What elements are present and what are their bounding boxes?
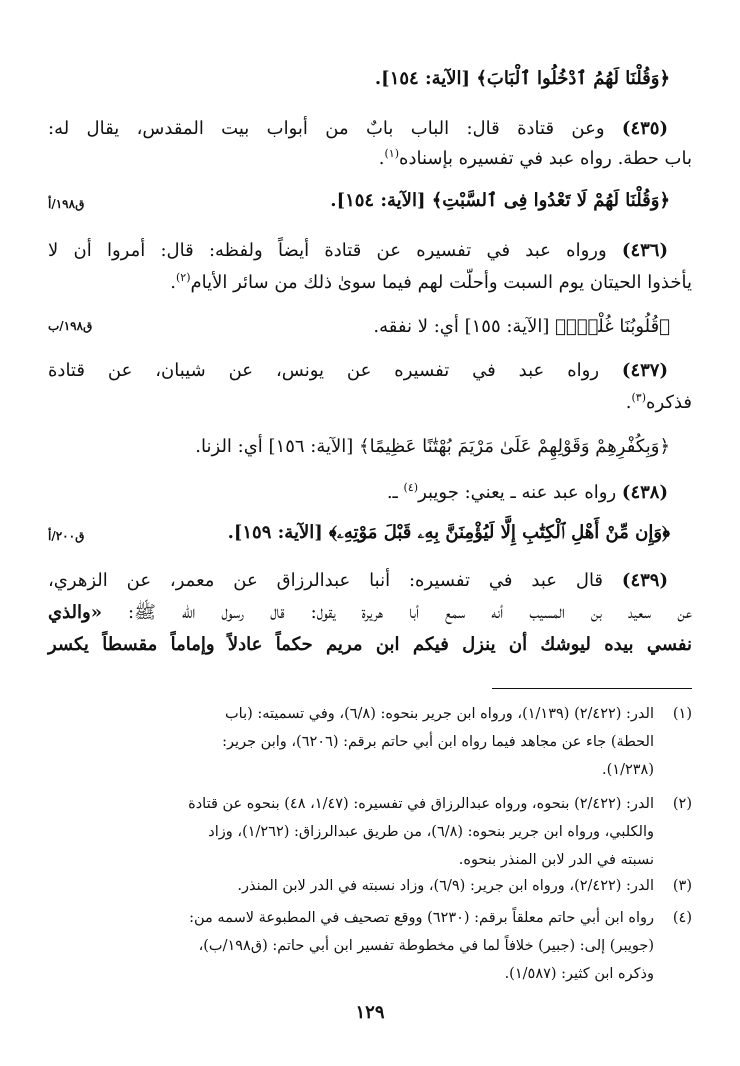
narration-435 (48, 114, 668, 144)
narration-437-cont (626, 388, 692, 418)
footnote-text (48, 904, 654, 988)
narration-text: وعن قتادة قال: الباب بابٌ من أبواب بيت المقدس، يقال له: (48, 118, 622, 139)
footnote-text (48, 790, 654, 874)
footnote-number: (٢) (672, 796, 692, 812)
hadith-quote-start: «والذي (48, 602, 102, 623)
narration-number: (٤٣٧) (621, 360, 668, 381)
footnote-line: (جويبر) إلى: (جبير) خلافاً لما في مخطوطة تفسير ابن أبي حاتم: (ق١٩٨/ب)، (198, 938, 654, 954)
footnote-line: نسبته في الدر لابن المنذر بنحوه. (458, 852, 654, 868)
verse-156: ﴿وَبِكُفْرِهِمْ وَقَوْلِهِمْ عَلَىٰ مَرْيَمَ بُهْتَٰنًا عَظِيمًا﴾ [الآية: ١٥٦] أي: الزنا. (195, 436, 670, 457)
footnote-text (48, 700, 654, 784)
footnote-divider (492, 688, 692, 689)
manuscript-folio-marker: ق١٩٨/ب (48, 319, 93, 333)
page-number: ١٢٩ (355, 1002, 385, 1023)
verse-154-a: ﴿وَقُلْنَا لَهُمُ ٱدْخُلُوا ٱلْبَابَ﴾ [الآية: ١٥٤]. (374, 68, 670, 89)
footnote-number: (٤) (672, 910, 692, 926)
text-span: . (378, 148, 385, 169)
text-span: رواه عبد عنه ـ يعني: جويبر (418, 482, 622, 503)
narration-text: رواه عبد في تفسيره عن يونس، عن شيبان، عن قتادة (48, 360, 622, 381)
footnote-ref-3[interactable]: (٣) (631, 391, 647, 404)
footnote-number: (٣) (672, 878, 692, 894)
narration-number: (٤٣٨) (621, 482, 668, 503)
footnote-line: الدر: (٢/٤٢٢) بنحوه، ورواه عبدالرزاق في تفسيره: (١/٤٧، ٤٨) بنحوه عن قتادة (188, 796, 654, 812)
footnote-line: الدر: (٢/٤٢٢) (١/١٣٩)، ورواه ابن جرير بنحوه: (٦/٨)، وفي تسميته: (باب (225, 706, 654, 722)
text-span: فذكره (646, 392, 692, 413)
footnote-4 (48, 904, 692, 988)
hadith-text: نفسي بيده ليوشك أن ينزل فيكم ابن مريم حكماً عادلاً وإماماً مقسطاً يكسر (48, 634, 692, 655)
narration-number: (٤٣٥) (621, 118, 668, 139)
narration-437 (48, 356, 668, 386)
text-span: باب حطة. رواه عبد في تفسيره بإسناده (399, 148, 692, 169)
narration-number: (٤٣٦) (621, 240, 668, 261)
narration-439-cont (48, 598, 692, 628)
footnote-line: رواه ابن أبي حاتم معلقاً برقم: (٦٢٣٠) ووقع تصحيف في المطبوعة لاسمه من: (189, 910, 654, 926)
text-span: يأخذوا الحيتان يوم السبت وأحلّت لهم فيما سوىٰ ذلك من سائر الأيام (190, 272, 692, 293)
text-span: عن سعيد بن المسيب أنه سمع أبا هريرة يقول: قال رسول الله ﷺ: (101, 602, 692, 623)
text-span: . (625, 392, 632, 413)
narration-438 (387, 478, 668, 508)
narration-text: قال عبد في تفسيره: أنبا عبدالرزاق عن معمر، عن الزهري، (48, 570, 622, 591)
narration-text: ورواه عبد في تفسيره عن قتادة أيضاً ولفظه: قال: أمروا أن لا (48, 240, 622, 261)
footnote-text (48, 872, 654, 900)
footnote-line: (١/٢٣٨). (602, 762, 654, 778)
footnote-line: وذكره ابن كثير: (١/٥٨٧). (504, 966, 654, 982)
text-span: ـ. (386, 482, 404, 503)
footnote-line: والكلبي، ورواه ابن جرير بنحوه: (٦/٨)، من طريق عبدالرزاق: (١/٢٦٢)، وزاد (208, 824, 654, 840)
manuscript-folio-marker: ق١٩٨/أ (48, 197, 85, 211)
narration-439 (48, 566, 668, 596)
footnote-2 (48, 790, 692, 874)
narration-436-cont (170, 268, 692, 298)
footnote-line: الحطة) جاء عن مجاهد فيما رواه ابن أبي حاتم برقم: (٦٢٠٦)، وابن جرير: (222, 734, 654, 750)
footnote-ref-4[interactable]: (٤) (403, 481, 419, 494)
footnote-1 (48, 700, 692, 784)
verse-155: ﴿قُلُوبُنَا غُلْفٌۢ﴾ [الآية: ١٥٥] أي: لا نفقه. (373, 316, 670, 337)
verse-159: ﴿وَإِن مِّنْ أَهْلِ ٱلْكِتَٰبِ إِلَّا لَيُؤْمِنَنَّ بِهِۦ قَبْلَ مَوْتِهِۦ﴾ [الآية: ١٥٩]. (227, 522, 670, 543)
narration-435-cont (379, 144, 692, 174)
narration-436 (48, 236, 668, 266)
footnote-ref-2[interactable]: (٢) (175, 271, 191, 284)
footnote-number: (١) (672, 706, 692, 722)
text-span: . (170, 272, 176, 293)
verse-154-b: ﴿وَقُلْنَا لَهُمْ لَا تَعْدُوا فِى ٱلسَّبْتِ﴾ [الآية: ١٥٤]. (330, 190, 670, 211)
footnote-ref-1[interactable]: (١) (384, 147, 400, 160)
manuscript-folio-marker: ق٢٠٠/أ (48, 529, 85, 543)
footnote-3 (48, 872, 692, 900)
footnote-line: الدر: (٢/٤٢٢)، ورواه ابن جرير: (٦/٩)، وزاد نسبته في الدر لابن المنذر. (237, 878, 654, 894)
narration-number: (٤٣٩) (621, 570, 668, 591)
